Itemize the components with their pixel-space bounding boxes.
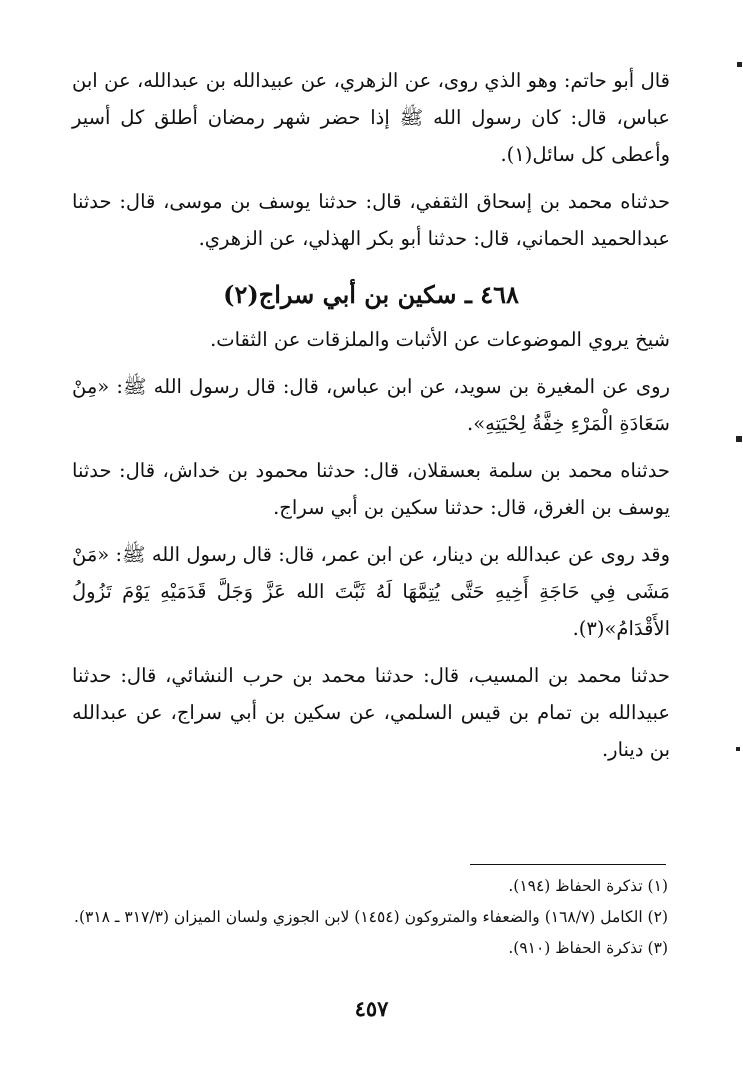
- footnote-2: (٢) الكامل (١٦٨/٧) والضعفاء والمتروكون (١٤٥٤) لابن الجوزي ولسان الميزان (٣١٧/٣ ـ ٣١٨).: [74, 908, 668, 926]
- footnote-divider: [470, 864, 666, 865]
- footnote-3: (٣) تذكرة الحفاظ (٩١٠).: [508, 939, 668, 957]
- paragraph-6: وقد روى عن عبدالله بن دينار، عن ابن عمر، قال: قال رسول الله ﷺ: «مَنْ مَشَى فِي حَاجَةِ أَخِيهِ حَتَّى يُتِمَّهَا لَهُ ثَبَّتَ الله عَزَّ وَجَلَّ قَدَمَيْهِ يَوْمَ تَزُولُ الأَقْدَامُ»(٣).: [72, 543, 670, 640]
- scan-mark-top: [737, 62, 742, 67]
- paragraph-7: حدثنا محمد بن المسيب، قال: حدثنا محمد بن حرب النشائي، قال: حدثنا عبيدالله بن تمام بن قيس السلمي، عن سكين بن أبي سراج، عن عبدالله بن دينار.: [72, 664, 670, 761]
- paragraph-1: قال أبو حاتم: وهو الذي روى، عن الزهري، عن عبيدالله بن عبدالله، عن ابن عباس، قال: كان رسول الله ﷺ إذا حضر شهر رمضان أطلق كل أسير وأعطى كل سائل(١).: [72, 69, 670, 166]
- footnotes: [72, 872, 668, 963]
- paragraph-4: روى عن المغيرة بن سويد، عن ابن عباس، قال: قال رسول الله ﷺ: «مِنْ سَعَادَةِ الْمَرْءِ خِفَّةُ لِحْيَتِهِ».: [72, 375, 670, 435]
- paragraph-3: شيخ يروي الموضوعات عن الأثبات والملزقات عن الثقات.: [210, 328, 670, 351]
- footnote-1: (١) تذكرة الحفاظ (١٩٤).: [508, 877, 668, 895]
- scan-mark-lower: [736, 747, 740, 751]
- entry-heading: ٤٦٨ ـ سكين بن أبي سراج(٢): [223, 280, 519, 309]
- scan-mark-middle: [736, 436, 742, 442]
- page-number: ٤٥٧: [354, 996, 389, 1021]
- paragraph-5: حدثناه محمد بن سلمة بعسقلان، قال: حدثنا محمود بن خداش، قال: حدثنا يوسف بن الغرق، قال: حدثنا سكين بن أبي سراج.: [72, 459, 670, 519]
- paragraph-2: حدثناه محمد بن إسحاق الثقفي، قال: حدثنا يوسف بن موسى، قال: حدثنا عبدالحميد الحماني، قال: حدثنا أبو بكر الهذلي، عن الزهري.: [72, 190, 670, 250]
- main-text: [72, 62, 670, 768]
